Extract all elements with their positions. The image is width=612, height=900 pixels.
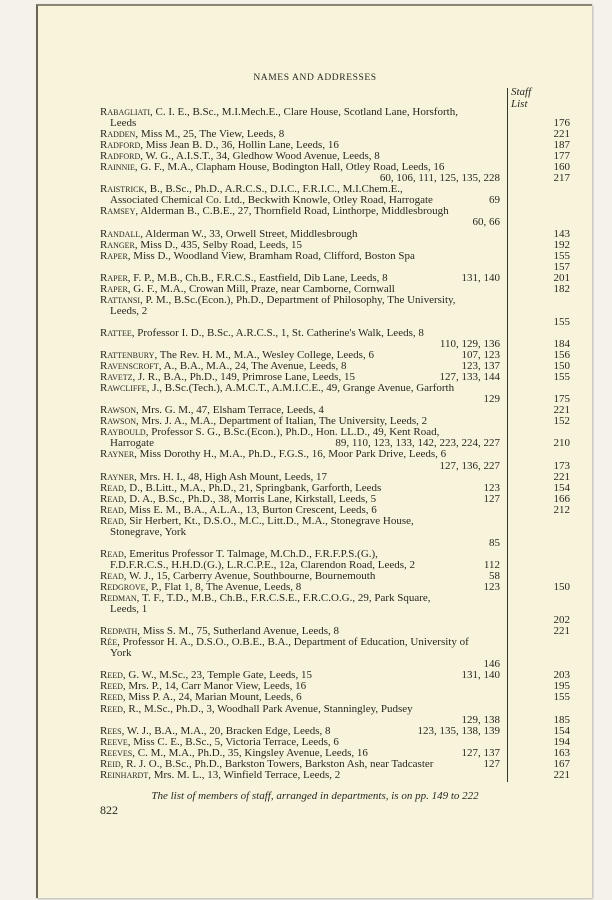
- staff-list-page: 184: [553, 337, 570, 350]
- staff-list-page: 201: [553, 271, 570, 284]
- surname: Radford: [100, 150, 141, 163]
- surname: Reeves: [100, 746, 133, 759]
- entry-details: , B., B.Sc., Ph.D., A.R.C.S., D.I.C., F.R.I.C., M.I.Chem.E.,: [144, 183, 403, 196]
- surname: Rattee: [100, 326, 132, 339]
- page-references: 112: [483, 558, 500, 571]
- staff-list-page: 155: [553, 691, 570, 704]
- entry-details: , Miss C. E., B.Sc., 5, Victoria Terrace, Leeds, 6: [127, 735, 339, 748]
- staff-list-page: 203: [553, 669, 570, 682]
- running-header: NAMES AND ADDRESSES: [253, 73, 377, 83]
- entry-details: Leeds: [110, 117, 137, 130]
- entry-details: , W. G., A.I.S.T., 34, Gledhow Wood Avenue, Leeds, 8: [140, 150, 380, 163]
- list-label: List: [511, 98, 528, 110]
- surname: Rees: [100, 724, 122, 737]
- entry-text: [100, 251, 415, 262]
- page-references: 60, 106, 111, 125, 135, 228: [379, 172, 500, 185]
- staff-list-page: 221: [553, 625, 570, 638]
- page-references: 127: [483, 492, 500, 505]
- entry-details: , Miss M., 25, The View, Leeds, 8: [135, 128, 285, 141]
- staff-list-page: 185: [553, 713, 570, 726]
- directory-line: [100, 704, 570, 715]
- surname: Raper: [100, 249, 128, 262]
- entry-text: [100, 593, 431, 604]
- entry-details: , G. F., M.A., Clapham House, Bodington Hall, Otley Road, Leeds, 16: [134, 161, 445, 174]
- entry-details: York: [110, 647, 132, 660]
- entry-details: , T. F., T.D., M.B., Ch.B., F.R.C.S.E., F.R.C.O.G., 29, Park Square,: [136, 592, 431, 605]
- entry-details: , W. J., 15, Carberry Avenue, Southbourne, Bournemouth: [123, 569, 376, 582]
- staff-list-page: 166: [553, 492, 570, 505]
- entry-details: , Emeritus Professor T. Talmage, M.Ch.D., F.R.F.P.S.(G.),: [123, 547, 378, 560]
- staff-list-page: 155: [553, 371, 570, 384]
- entry-details: , C. I. E., B.Sc., M.I.Mech.E., Clare House, Scotland Lane, Horsforth,: [150, 106, 458, 118]
- surname: Raybould: [100, 426, 146, 439]
- surname: Reeve: [100, 735, 128, 748]
- entry-details: , R., M.Sc., Ph.D., 3, Woodhall Park Avenue, Stanningley, Pudsey: [122, 702, 413, 715]
- staff-list-page: 175: [553, 393, 570, 406]
- page-references: 127: [483, 757, 500, 770]
- page-references: 127, 133, 144: [439, 371, 500, 384]
- surname: Rayner: [100, 448, 135, 461]
- entry-text: [100, 107, 458, 118]
- entry-details: , Miss Jean B. D., 36, Hollin Lane, Leeds, 16: [140, 139, 339, 152]
- surname: Read: [100, 492, 124, 505]
- entry-details: , Professor S. G., B.Sc.(Econ.), Ph.D., Hon. LL.D., 49, Kent Road,: [145, 426, 440, 439]
- entry-details: F.D.F.R.C.S., H.H.D.(G.), L.R.C.P.E., 12a, Clarendon Road, Leeds, 2: [110, 558, 416, 571]
- surname: Read: [100, 514, 124, 527]
- entry-details: , Alderman W., 33, Orwell Street, Middlesbrough: [140, 227, 358, 240]
- surname: Ramsey: [100, 205, 136, 218]
- surname: Rawcliffe: [100, 382, 147, 395]
- page-references: 131, 140: [461, 669, 500, 682]
- entry-details: , A., B.A., M.A., 24, The Avenue, Leeds, 8: [158, 360, 347, 373]
- surname: Rattenbury: [100, 349, 155, 362]
- staff-list-page: 156: [553, 349, 570, 362]
- page-references: 127, 136, 227: [439, 459, 500, 472]
- footer-note: The list of members of staff, arranged in departments, is on pp. 149 to 222: [151, 790, 479, 802]
- surname: Read: [100, 547, 124, 560]
- entry-details: , Sir Herbert, Kt., D.S.O., M.C., Litt.D., M.A., Stonegrave House,: [123, 514, 414, 527]
- entry-text: [100, 637, 469, 648]
- staff-list-page: 152: [553, 415, 570, 428]
- directory-line: [100, 295, 570, 306]
- page-references: 85: [489, 536, 500, 549]
- directory-line: [100, 593, 570, 604]
- page-number: 822: [100, 803, 118, 817]
- surname: Raistrick: [100, 183, 145, 196]
- entry-details: , Alderman B., C.B.E., 27, Thornfield Road, Linthorpe, Middlesbrough: [135, 205, 449, 218]
- entry-details: , J. R., B.A., Ph.D., 149, Primrose Lane, Leeds, 15: [132, 371, 355, 384]
- entry-details: Associated Chemical Co. Ltd., Beckwith Knowle, Otley Road, Harrogate: [110, 194, 433, 207]
- surname: Rawson: [100, 415, 137, 428]
- entry-details: , D. A., B.Sc., Ph.D., 38, Morris Lane, Kirkstall, Leeds, 5: [123, 492, 377, 505]
- directory-line: [100, 449, 570, 460]
- entry-details: , Miss S. M., 75, Sutherland Avenue, Leeds, 8: [137, 625, 340, 638]
- surname: Reinhardt: [100, 768, 149, 781]
- surname: Reed: [100, 691, 123, 704]
- entry-details: Stonegrave, York: [110, 525, 187, 538]
- staff-list-page: 150: [553, 581, 570, 594]
- staff-list-page: 173: [553, 459, 570, 472]
- staff-list-page: 160: [553, 161, 570, 174]
- surname: Redgrove: [100, 581, 146, 594]
- entry-details: , F. P., M.B., Ch.B., F.R.C.S., Eastfield, Dib Lane, Leeds, 8: [127, 271, 388, 284]
- staff-label: Staff: [511, 86, 532, 98]
- surname: Reid: [100, 757, 121, 770]
- page-references: 123: [483, 481, 500, 494]
- document-page: [36, 4, 592, 898]
- entry-text: [100, 449, 446, 460]
- page-references: 127, 137: [461, 746, 500, 759]
- entry-details: Harrogate: [110, 437, 154, 450]
- page-references: 123, 137: [461, 360, 500, 373]
- entry-details: , Mrs. M. L., 13, Winfield Terrace, Leeds, 2: [148, 768, 341, 781]
- page-references: 69: [489, 194, 500, 207]
- entry-details: , R. J. O., B.Sc., Ph.D., Barkston Towers, Barkston Ash, near Tadcaster: [120, 757, 434, 770]
- entry-details: , G. W., M.Sc., 23, Temple Gate, Leeds, 15: [122, 669, 312, 682]
- staff-list-page: 221: [553, 768, 570, 781]
- surname: Randall: [100, 227, 141, 240]
- page-references: 110, 129, 136: [439, 337, 500, 350]
- page-references: 123, 135, 138, 139: [417, 724, 500, 737]
- staff-list-page: 157: [553, 260, 570, 273]
- directory-line: [100, 306, 570, 317]
- surname: Redman: [100, 592, 137, 605]
- entry-text: [100, 770, 340, 781]
- entry-details: , The Rev. H. M., M.A., Wesley College, Leeds, 6: [154, 349, 374, 362]
- page-references: 58: [489, 569, 500, 582]
- entry-details: , Mrs. J. A., M.A., Department of Italian, The University, Leeds, 2: [136, 415, 428, 428]
- staff-list-page: 155: [553, 249, 570, 262]
- staff-list-page: 210: [553, 437, 570, 450]
- surname: Ravetz: [100, 371, 133, 384]
- staff-list-page: 182: [553, 282, 570, 295]
- staff-list-page: 143: [553, 227, 570, 240]
- page-references: 146: [483, 658, 500, 671]
- surname: Read: [100, 569, 124, 582]
- entry-text: [110, 306, 147, 317]
- entry-details: , Miss Dorothy H., M.A., Ph.D., F.G.S., 16, Moor Park Drive, Leeds, 6: [134, 448, 447, 461]
- entry-text: [100, 295, 456, 306]
- entry-text: [100, 206, 449, 217]
- entry-text: [100, 383, 454, 394]
- staff-list-page: 154: [553, 724, 570, 737]
- staff-list-page: 167: [553, 757, 570, 770]
- surname: Rayner: [100, 470, 135, 483]
- entry-details: , D., B.Litt., M.A., Ph.D., 21, Springbank, Garforth, Leeds: [123, 481, 382, 494]
- staff-list-page: 202: [553, 614, 570, 627]
- surname: Read: [100, 481, 124, 494]
- directory-line: [100, 251, 570, 262]
- entry-text: [110, 648, 132, 659]
- staff-list-page: 221: [553, 404, 570, 417]
- entry-details: , G. F., M.A., Crowan Mill, Praze, near Camborne, Cornwall: [127, 282, 395, 295]
- surname: Redpath: [100, 625, 138, 638]
- entry-details: , Mrs. P., 14, Carr Manor View, Leeds, 16: [122, 680, 307, 693]
- entry-details: , P. M., B.Sc.(Econ.), Ph.D., Department of Philosophy, The University,: [140, 293, 456, 306]
- staff-list-page: 194: [553, 735, 570, 748]
- surname: Rawson: [100, 404, 137, 417]
- surname: Rainnie: [100, 161, 135, 174]
- page-references: 107, 123: [461, 349, 500, 362]
- page-references: 129: [483, 393, 500, 406]
- entry-text: [100, 704, 413, 715]
- staff-list-page: 221: [553, 128, 570, 141]
- entry-details: , C. M., M.A., Ph.D., 35, Kingsley Avenue, Leeds, 16: [132, 746, 368, 759]
- staff-list-page: 176: [553, 117, 570, 130]
- directory-line: [100, 637, 570, 648]
- staff-list-page: 221: [553, 470, 570, 483]
- staff-list-page: 177: [553, 150, 570, 163]
- entry-details: , Miss P. A., 24, Marian Mount, Leeds, 6: [122, 691, 302, 704]
- surname: Ravenscroft: [100, 360, 159, 373]
- page-references: 60, 66: [472, 216, 500, 229]
- directory-line: [100, 770, 570, 781]
- entry-details: Leeds, 2: [110, 304, 148, 317]
- entry-details: , Mrs. G. M., 47, Elsham Terrace, Leeds, 4: [136, 404, 324, 417]
- staff-list-page: 217: [553, 172, 570, 185]
- entry-details: , W. J., B.A., M.A., 20, Bracken Edge, Leeds, 8: [121, 724, 331, 737]
- entry-details: , Miss D., Woodland View, Bramham Road, Clifford, Boston Spa: [127, 249, 415, 262]
- entry-details: , Miss D., 435, Selby Road, Leeds, 15: [134, 238, 303, 251]
- surname: Radden: [100, 128, 136, 141]
- surname: Rée: [100, 636, 118, 649]
- staff-list-page: 187: [553, 139, 570, 152]
- surname: Reed: [100, 680, 123, 693]
- surname: Reed: [100, 669, 123, 682]
- entry-text: [100, 328, 424, 339]
- entry-details: , Miss E. M., B.A., A.L.A., 13, Burton Crescent, Leeds, 6: [123, 503, 377, 516]
- staff-list-page: 150: [553, 360, 570, 373]
- staff-list-page: 154: [553, 481, 570, 494]
- entry-details: , J., B.Sc.(Tech.), A.M.C.T., A.M.I.C.E., 49, Grange Avenue, Garforth: [146, 382, 455, 395]
- surname: Raper: [100, 282, 128, 295]
- staff-list-page: 212: [553, 503, 570, 516]
- entry-details: , Mrs. H. I., 48, High Ash Mount, Leeds, 17: [134, 470, 327, 483]
- directory-entries: [100, 107, 570, 781]
- page-references: 123: [483, 581, 500, 594]
- directory-line: [100, 604, 570, 615]
- directory-line: [100, 107, 570, 118]
- entry-details: , Professor I. D., B.Sc., A.R.C.S., 1, St. Catherine's Walk, Leeds, 8: [131, 326, 424, 339]
- page-references: 129, 138: [461, 713, 500, 726]
- entry-text: [110, 527, 186, 538]
- entry-text: [110, 604, 147, 615]
- surname: Raper: [100, 271, 128, 284]
- entry-details: Leeds, 1: [110, 603, 148, 616]
- staff-list-page: 155: [553, 315, 570, 328]
- staff-list-page: 163: [553, 746, 570, 759]
- entry-details: , P., Flat 1, 8, The Avenue, Leeds, 8: [145, 581, 302, 594]
- staff-list-page: 195: [553, 680, 570, 693]
- surname: Read: [100, 503, 124, 516]
- page-references: 131, 140: [461, 271, 500, 284]
- surname: Rabagliati: [100, 106, 150, 118]
- surname: Rattansi: [100, 293, 141, 306]
- entry-details: , Professor H. A., D.S.O., O.B.E., B.A., Department of Education, University of: [117, 636, 469, 649]
- page-references: 89, 110, 123, 133, 142, 223, 224, 227: [335, 437, 500, 450]
- surname: Reed: [100, 702, 123, 715]
- staff-list-page: 192: [553, 238, 570, 251]
- surname: Radford: [100, 139, 141, 152]
- surname: Ranger: [100, 238, 135, 251]
